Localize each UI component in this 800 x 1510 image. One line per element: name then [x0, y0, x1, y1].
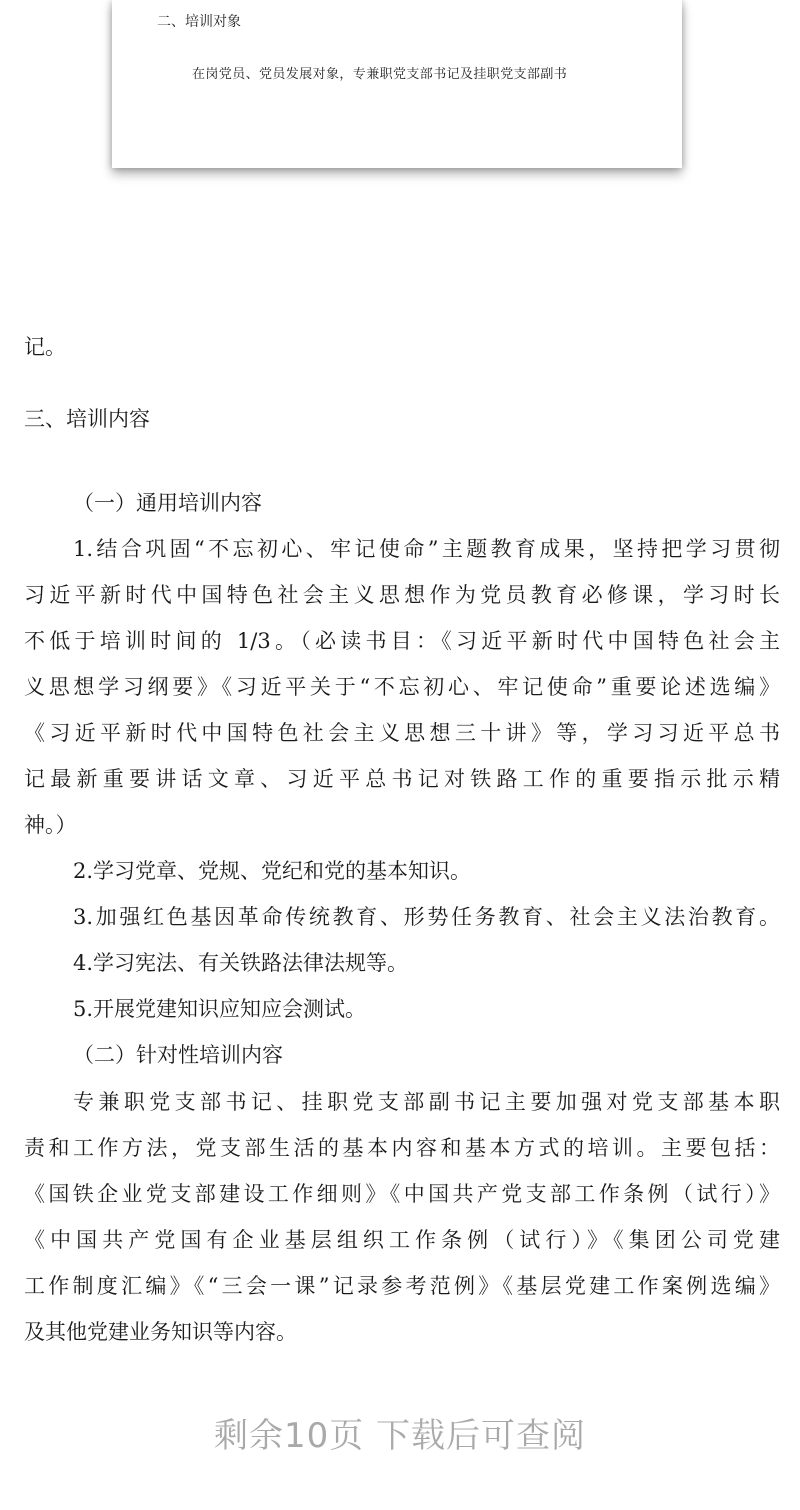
item1-line: 神。）: [24, 813, 77, 837]
list-item: 2.学习党章、党规、党纪和党的基本知识。: [73, 859, 472, 883]
item1-line: 不低于培训时间的 1/3。（必读书目：《习近平新时代中国特色社会主: [24, 629, 780, 653]
subsection-heading: （一）通用培训内容: [73, 491, 262, 515]
para2-line: 及其他党建业务知识等内容。: [24, 1320, 297, 1344]
list-item: 5.开展党建知识应知应会测试。: [73, 997, 367, 1021]
section-heading: 三、培训内容: [24, 407, 150, 431]
para2-line: 《国铁企业党支部建设工作细则》《中国共产党支部工作条例（试行）》: [24, 1182, 780, 1206]
item1-line: 《习近平新时代中国特色社会主义思想三十讲》等，学习习近平总书: [24, 721, 780, 745]
remaining-pages-download-prompt[interactable]: 剩余10页 下载后可查阅: [213, 1416, 587, 1456]
continuation-text: 记。: [24, 335, 66, 359]
item1-line: 习近平新时代中国特色社会主义思想作为党员教育必修课，学习时长: [24, 583, 780, 607]
preview-heading: 二、培训对象: [157, 14, 241, 30]
preview-text-line: 在岗党员、党员发展对象，专兼职党支部书记及挂职党支部副书: [192, 67, 568, 82]
para2-line: 《中国共产党国有企业基层组织工作条例（试行）》《集团公司党建: [24, 1228, 780, 1252]
para2-line: 工作制度汇编》《“三会一课”记录参考范例》《基层党建工作案例选编》: [24, 1274, 780, 1298]
para2-line: 专兼职党支部书记、挂职党支部副书记主要加强对党支部基本职: [73, 1090, 780, 1114]
item1-line: 记最新重要讲话文章、习近平总书记对铁路工作的重要指示批示精: [24, 767, 780, 791]
list-item: 4.学习宪法、有关铁路法律法规等。: [73, 951, 409, 975]
subsection-heading: （二）针对性培训内容: [73, 1043, 283, 1067]
list-item: 3.加强红色基因革命传统教育、形势任务教育、社会主义法治教育。: [73, 905, 780, 929]
para2-line: 责和工作方法，党支部生活的基本内容和基本方式的培训。主要包括：: [24, 1136, 780, 1160]
item1-line: 义思想学习纲要》《习近平关于“不忘初心、牢记使命”重要论述选编》: [24, 675, 780, 699]
item1-line: 1.结合巩固“不忘初心、牢记使命”主题教育成果，坚持把学习贯彻: [73, 537, 780, 561]
